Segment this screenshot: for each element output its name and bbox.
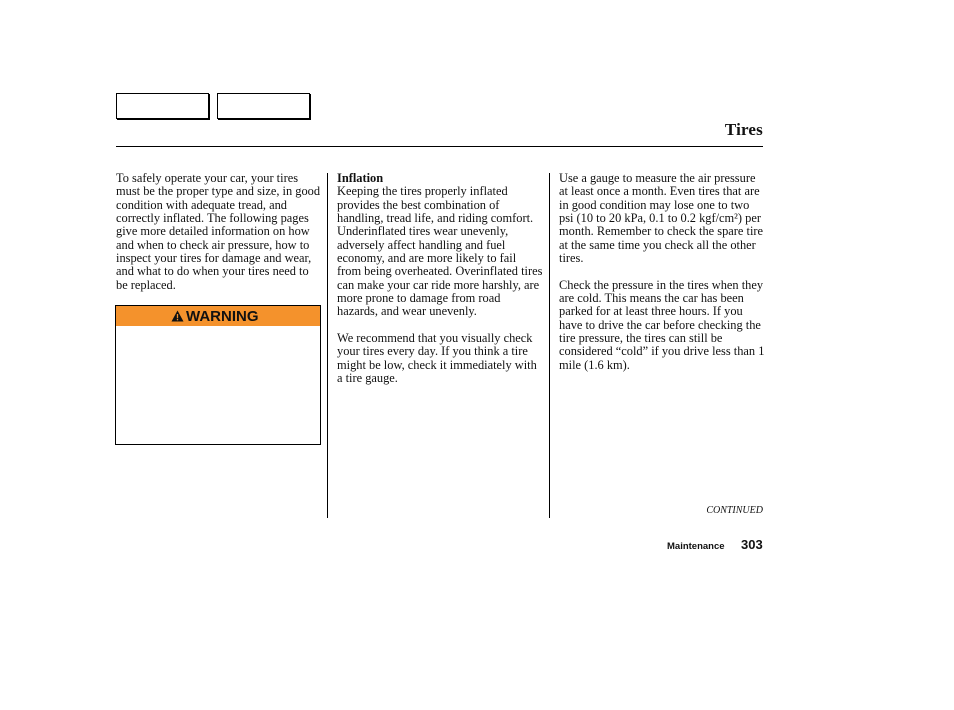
warning-header — [116, 306, 320, 326]
column-divider-2 — [549, 173, 550, 518]
inflation-paragraph-2: We recommend that you visually check your tires every day. If you think a tire might be low, check it immediately with a tire gauge. — [337, 331, 537, 386]
section-heading-inflation: Inflation — [337, 171, 384, 185]
gauge-paragraph-2: Check the pressure in the tires when they are cold. This means the car has been parked for at least three hours. If you have to drive the car before checking the tire pressure, the tires can still be considered “cold” if you drive less than 1 mile (1.6 km). — [559, 277, 765, 372]
column-gauge — [559, 172, 765, 386]
warning-triangle-icon — [171, 310, 184, 322]
column-intro — [116, 172, 322, 305]
footer-section-name: Maintenance — [667, 541, 725, 552]
warning-box — [115, 305, 321, 445]
gauge-paragraph-1: Use a gauge to measure the air pressure at least once a month. Even tires that are in good condition may lose one to two psi (10 to 20 kPa, 0.1 to 0.2 kgf/cm²) per month. Remember to check the spare tire at the same time you check all the other tires. — [559, 171, 764, 266]
inflation-paragraph-1: Keeping the tires properly inflated provides the best combination of handling, tread life, and riding comfort. Underinflated tires wear unevenly, adversely affect handling and fuel economy, and are more likely to fail from being overheated. Overinflated tires can make your car ride more harshly, are more prone to damage from road hazards, and wear unevenly. — [337, 184, 543, 319]
page-title: Tires — [724, 120, 763, 139]
continued-label: CONTINUED — [706, 505, 763, 516]
intro-paragraph: To safely operate your car, your tires must be the proper type and size, in good condition with adequate tread, and correctly inflated. The following pages give more detailed information on how and when to check air pressure, how to inspect your tires for damage and wear, and what to do when your tires need to be replaced. — [116, 171, 321, 292]
column-inflation — [337, 172, 543, 399]
nav-button-index[interactable] — [217, 93, 310, 119]
nav-button-main-menu[interactable] — [116, 93, 209, 119]
warning-label: WARNING — [186, 307, 259, 325]
header-divider — [116, 146, 763, 147]
page-number: 303 — [741, 537, 763, 552]
column-divider-1 — [327, 173, 328, 518]
